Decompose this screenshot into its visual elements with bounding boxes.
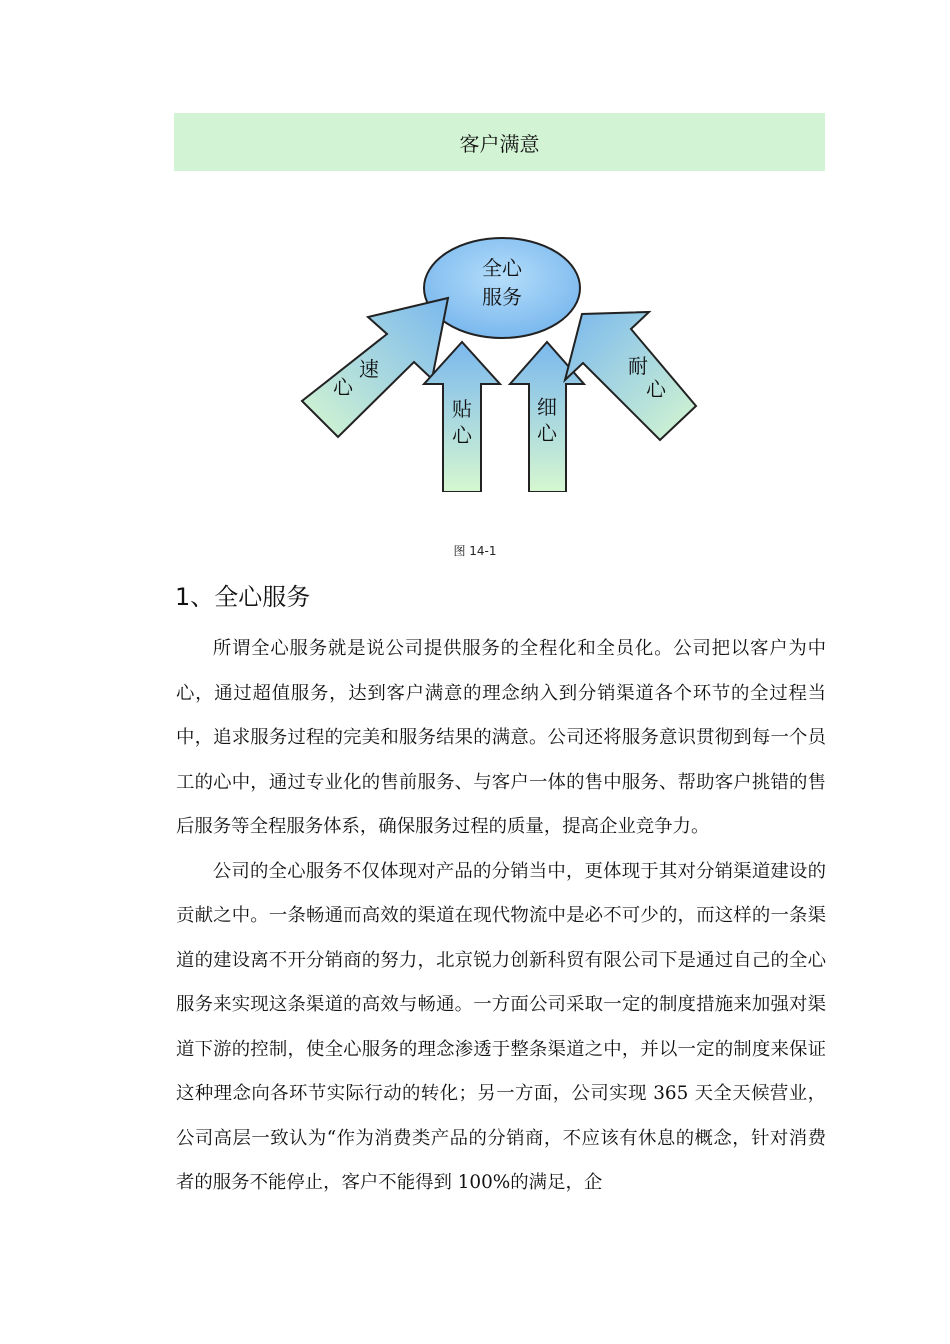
section-heading: 1、全心服务 — [175, 583, 311, 611]
paragraph: 所谓全心服务就是说公司提供服务的全程化和全员化。公司把以客户为中心，通过超值服务，达到客户满意的理念纳入到分销渠道各个环节的全过程当中，追求服务过程的完美和服务结果的满意。公司还将服务意识贯彻到每一个员工的心中，通过专业化的售前服务、与客户一体的售中服务、帮助客户挑错的售后服务等全程服务体系，确保服务过程的质量，提高企业竞争力。 — [176, 638, 826, 837]
arrow-left-label-1: 速 — [359, 357, 379, 381]
figure-caption: 图 14-1 — [453, 544, 497, 558]
arrow-middle-left-label-2: 心 — [452, 423, 472, 447]
arrow-right-label-2: 心 — [646, 377, 666, 401]
arrow-middle-right-label-2: 心 — [537, 421, 557, 445]
page-title: 客户满意 — [459, 131, 540, 156]
arrow-middle-left-label-1: 贴 — [452, 397, 472, 421]
arrow-right-label-1: 耐 — [628, 354, 648, 378]
body-text — [176, 627, 826, 1206]
paragraph: 公司的全心服务不仅体现对产品的分销当中，更体现于其对分销渠道建设的贡献之中。一条畅通而高效的渠道在现代物流中是必不可少的，而这样的一条渠道的建设离不开分销商的努力，北京锐力创新科贸有限公司下是通过自己的全心服务来实现这条渠道的高效与畅通。一方面公司采取一定的制度措施来加强对渠道下游的控制，使全心服务的理念渗透于整条渠道之中，并以一定的制度来保证这种理念向各环节实际行动的转化；另一方面，公司实现 365 天全天候营业，公司高层一致认为“作为消费类产品的分销商，不应该有休息的概念，针对消费者的服务不能停止，客户不能得到 100%的满足，企 — [176, 860, 826, 1193]
center-label-line1: 全心 — [482, 256, 522, 280]
arrow-left-label-2: 心 — [333, 375, 353, 399]
arrow-middle-right-label-1: 细 — [537, 395, 557, 419]
center-label-line2: 服务 — [482, 285, 522, 309]
page-title-band — [174, 113, 825, 171]
service-diagram — [298, 236, 700, 492]
